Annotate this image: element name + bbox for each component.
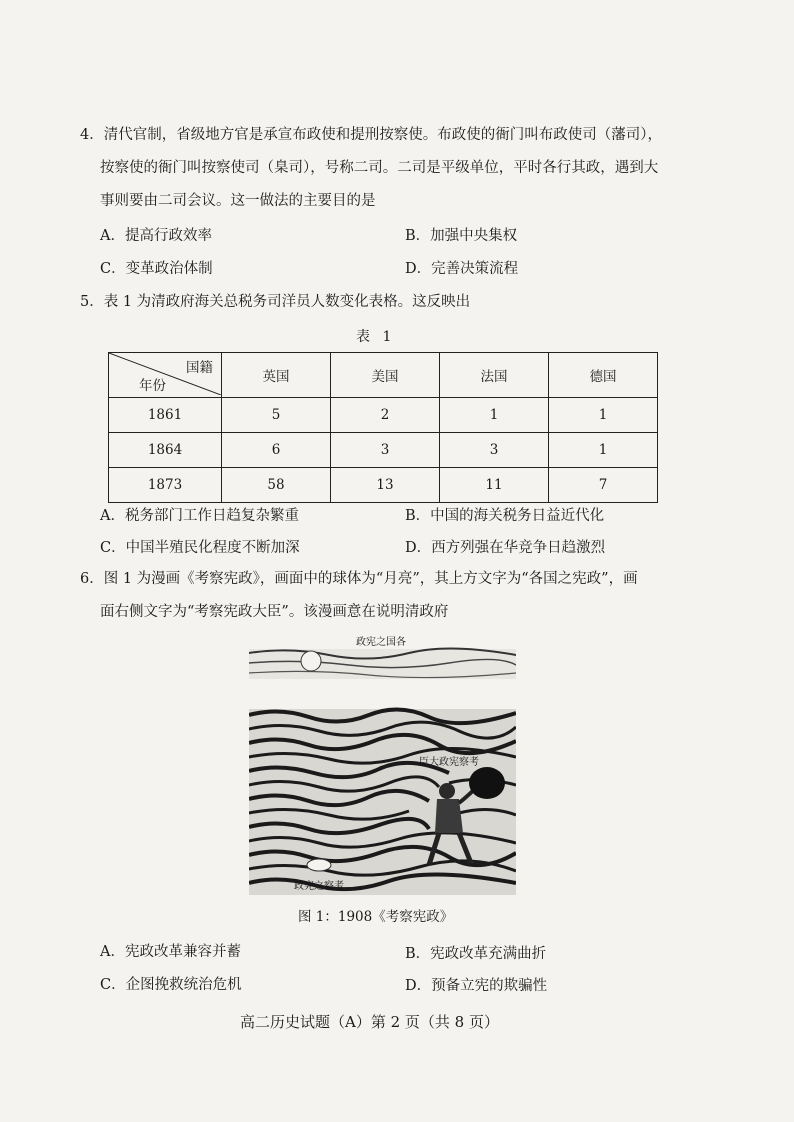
cartoon-text-bottom: 政宪之察考 <box>294 881 344 892</box>
table-cell: 3 <box>331 433 440 468</box>
row-year: 1861 <box>109 398 222 433</box>
column-header: 德国 <box>549 353 658 398</box>
q5-stem: 5．表 1 为清政府海关总税务司洋员人数变化表格。这反映出 <box>80 294 471 310</box>
column-header: 法国 <box>440 353 549 398</box>
q5-option-c: C．中国半殖民化程度不断加深 <box>100 540 300 556</box>
row-year: 1873 <box>109 468 222 503</box>
table-cell: 11 <box>440 468 549 503</box>
table-cell: 6 <box>222 433 331 468</box>
q4-option-d: D．完善决策流程 <box>405 261 519 277</box>
q6-stem-line-1: 6．图 1 为漫画《考察宪政》，画面中的球体为“月亮”，其上方文字为“各国之宪政”，画 <box>80 571 638 587</box>
q6-stem-line-2: 面右侧文字为“考察宪政大臣”。该漫画意在说明清政府 <box>100 604 449 620</box>
column-header: 美国 <box>331 353 440 398</box>
moon-icon <box>301 651 321 671</box>
q4-stem-line-1: 4．清代官制，省级地方官是承宣布政使和提刑按察使。布政使的衙门叫布政使司（藩司）， <box>80 127 662 143</box>
q5-option-a: A．税务部门工作日趋复杂繁重 <box>100 508 299 524</box>
q6-option-a: A．宪政改革兼容并蓄 <box>100 944 241 960</box>
table-cell: 1 <box>440 398 549 433</box>
row-year: 1864 <box>109 433 222 468</box>
header-nationality: 国籍 <box>186 360 213 376</box>
cartoon-image <box>249 633 516 895</box>
page-footer: 高二历史试题（A）第 2 页（共 8 页） <box>240 1013 499 1031</box>
table-diagonal-header <box>109 353 222 398</box>
q5-option-b: B．中国的海关税务日益近代化 <box>405 508 605 524</box>
q4-stem-line-3: 事则要由二司会议。这一做法的主要目的是 <box>100 193 376 209</box>
table-row <box>109 468 658 503</box>
q6-option-c: C．企图挽救统治危机 <box>100 977 242 993</box>
table-cell: 13 <box>331 468 440 503</box>
q4-option-b: B．加强中央集权 <box>405 228 518 244</box>
table-cell: 58 <box>222 468 331 503</box>
q6-option-d: D．预备立宪的欺骗性 <box>405 978 548 994</box>
cartoon-text-top: 政宪之国各 <box>356 637 406 648</box>
header-year: 年份 <box>139 378 166 394</box>
table-cell: 2 <box>331 398 440 433</box>
q4-option-a: A．提高行政效率 <box>100 228 212 244</box>
table-cell: 1 <box>549 433 658 468</box>
table-cell: 7 <box>549 468 658 503</box>
table-cell: 5 <box>222 398 331 433</box>
q6-option-b: B．宪政改革充满曲折 <box>405 946 547 962</box>
q5-option-d: D．西方列强在华竞争日趋激烈 <box>405 540 606 556</box>
table-cell: 1 <box>549 398 658 433</box>
table-title: 表 1 <box>356 329 396 345</box>
table-row <box>109 398 658 433</box>
table-row <box>109 433 658 468</box>
figure-caption: 图 1：1908《考察宪政》 <box>298 909 454 925</box>
cartoon-text-right: 臣大政宪察考 <box>419 757 479 768</box>
q4-option-c: C．变革政治体制 <box>100 261 213 277</box>
column-header: 英国 <box>222 353 331 398</box>
table-cell: 3 <box>440 433 549 468</box>
staff-table <box>108 352 658 503</box>
q4-stem-line-2: 按察使的衙门叫按察使司（臬司），号称二司。二司是平级单位，平时各行其政，遇到大 <box>100 160 659 176</box>
